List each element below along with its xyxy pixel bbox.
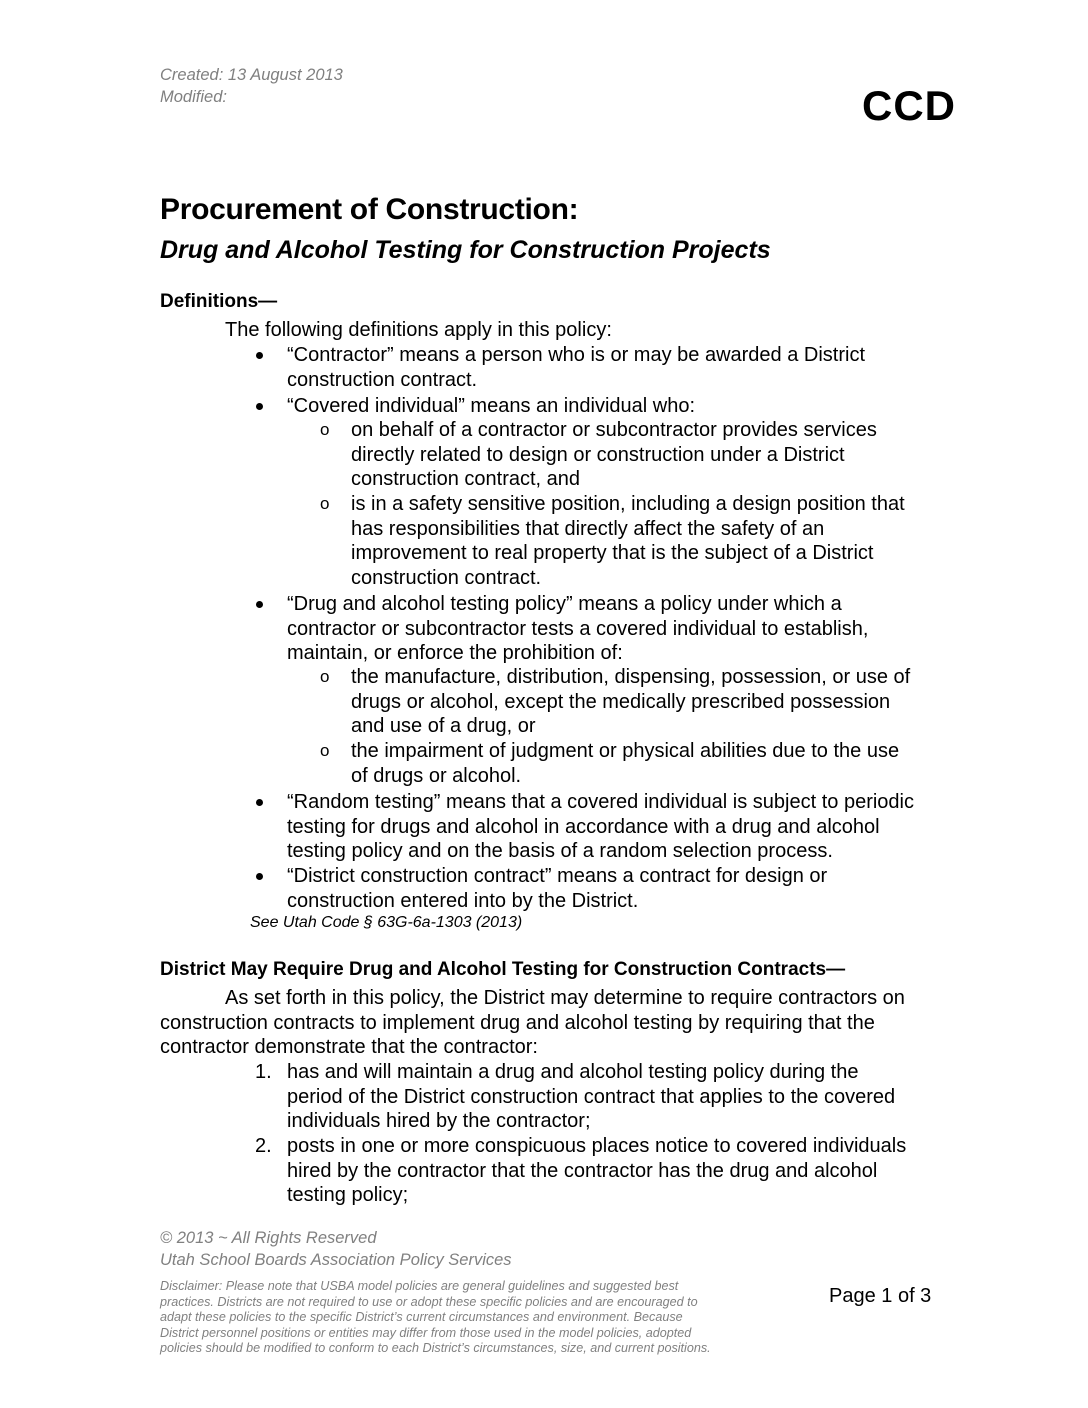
sub-definition-item: the impairment of judgment or physical abilities due to the use of drugs or alcohol. — [351, 740, 900, 787]
document-metadata — [160, 64, 343, 108]
sub-definition-item: the manufacture, distribution, dispensing, possession, or use of drugs or alcohol, except the medically prescribed possession and use of a drug, or — [351, 666, 911, 737]
organization-name: Utah School Boards Association Policy Services — [160, 1251, 512, 1269]
circle-bullet-icon: o — [320, 667, 330, 686]
disclaimer: Disclaimer: Please note that USBA model policies are general guidelines and suggested best practices. Districts are not required to use or adopt these specific policies and are encouraged to adapt these policies to the specific District’s current circumstances and environment. Because District personnel positions or entities may differ from those used in the model policies, adopted policies should be modified to conform to each District’s circumstances, size, and current positions. — [160, 1279, 711, 1355]
page-title: Procurement of Construction: — [160, 193, 579, 226]
sub-definition-item: on behalf of a contractor or subcontractor provides services directly related to design or construction under a District construction contract, and — [351, 419, 877, 490]
page-number: Page 1 of 3 — [829, 1285, 932, 1307]
bullet-icon — [256, 403, 263, 410]
district-section-heading: District May Require Drug and Alcohol Testing for Construction Contracts— — [160, 959, 846, 980]
policy-code: CCD — [862, 82, 956, 129]
legal-citation: See Utah Code § 63G-6a-1303 (2013) — [250, 914, 523, 931]
modified-date: Modified: — [160, 88, 227, 106]
definition-drug-alcohol-policy: “Drug and alcohol testing policy” means a policy under which a contractor or subcontractor tests a covered individual to establish, maintain, or enforce the prohibition of: — [287, 593, 869, 664]
list-number: 2. — [255, 1135, 272, 1157]
definition-district-contract: “District construction contract” means a contract for design or construction entered into by the District. — [287, 865, 828, 912]
list-number: 1. — [255, 1061, 272, 1083]
page-subtitle: Drug and Alcohol Testing for Construction Projects — [160, 236, 771, 264]
definition-covered-individual: “Covered individual” means an individual who: — [287, 395, 695, 417]
circle-bullet-icon: o — [320, 494, 330, 513]
definition-random-testing: “Random testing” means that a covered individual is subject to periodic testing for drugs and alcohol in accordance with a drug and alcohol testing policy and on the basis of a random selection process. — [287, 791, 914, 862]
numbered-item: has and will maintain a drug and alcohol testing policy during the period of the District construction contract that applies to the covered individuals hired by the contractor; — [287, 1061, 896, 1132]
district-section-paragraph: As set forth in this policy, the District may determine to require contractors on construction contracts to implement drug and alcohol testing by requiring that the contractor demonstrate that the contractor: — [160, 987, 905, 1058]
numbered-item: posts in one or more conspicuous places notice to covered individuals hired by the contractor that the contractor has the drug and alcohol testing policy; — [287, 1135, 907, 1206]
copyright-text: © 2013 ~ All Rights Reserved — [160, 1229, 377, 1247]
footer-credits — [160, 1227, 512, 1271]
circle-bullet-icon: o — [320, 741, 330, 760]
definitions-heading: Definitions— — [160, 291, 278, 312]
bullet-icon — [256, 873, 263, 880]
definition-contractor: “Contractor” means a person who is or may be awarded a District construction contract. — [287, 344, 866, 391]
bullet-icon — [256, 352, 263, 359]
bullet-icon — [256, 601, 263, 608]
bullet-icon — [256, 799, 263, 806]
created-date: Created: 13 August 2013 — [160, 66, 343, 84]
sub-definition-item: is in a safety sensitive position, including a design position that has responsibilities that directly affect the safety of an improvement to real property that is the subject of a District construction contract. — [351, 493, 905, 589]
definitions-intro: The following definitions apply in this policy: — [225, 319, 612, 341]
circle-bullet-icon: o — [320, 420, 330, 439]
